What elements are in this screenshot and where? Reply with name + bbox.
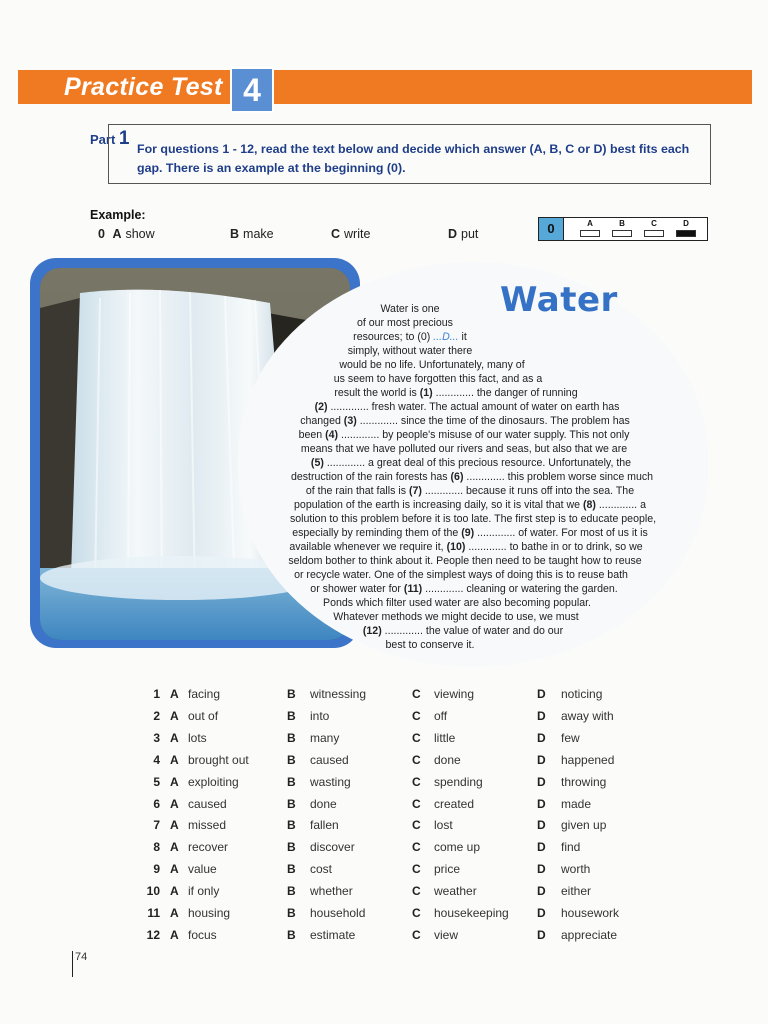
option-letter: B xyxy=(287,708,296,723)
option-text: done xyxy=(434,752,461,767)
option-letter: D xyxy=(537,906,546,920)
option-letter: A xyxy=(170,906,179,920)
option-text: if only xyxy=(188,884,220,899)
option-text: happened xyxy=(561,752,615,767)
option-text: brought out xyxy=(188,752,249,767)
option-text: viewing xyxy=(434,687,475,701)
passage-line: destruction of the rain forests has (6) ............. this problem worse since much xyxy=(290,471,654,483)
option-text: off xyxy=(434,708,448,723)
option-letter: B xyxy=(287,774,296,789)
option-letter: B xyxy=(287,906,296,920)
option-letter: A xyxy=(170,796,179,811)
option-letter: D xyxy=(537,687,546,701)
example-text: write xyxy=(344,227,371,241)
option-letter: C xyxy=(412,927,421,942)
option-letter: A xyxy=(170,927,179,942)
passage-line: of the rain that falls is (7) ............. because it runs off into the sea. The xyxy=(305,485,635,497)
question-number: 11 xyxy=(147,906,160,920)
option-text: wasting xyxy=(310,774,351,789)
option-letter: D xyxy=(537,818,546,833)
question-number: 4 xyxy=(153,752,160,767)
option-text: either xyxy=(561,884,592,899)
answer-cell-letter: C xyxy=(651,219,657,228)
passage-line: changed (3) ............. since the time of the dinosaurs. The problem has xyxy=(300,415,630,427)
passage-line: us seem to have forgotten this fact, and as a xyxy=(333,373,543,385)
gap-number: (5) xyxy=(310,457,324,469)
answer-cell-letter: D xyxy=(683,219,689,228)
question-number: 1 xyxy=(153,687,160,701)
option-text: made xyxy=(561,796,592,811)
passage-line: best to conserve it. xyxy=(385,639,475,651)
example-text: make xyxy=(243,227,274,241)
answer-cell-d xyxy=(676,219,696,237)
option-letter: A xyxy=(170,687,179,701)
option-text: household xyxy=(310,906,366,920)
passage-line: Whatever methods we might decide to use, we must xyxy=(333,611,579,623)
option-letter: B xyxy=(287,927,296,942)
passage-line: simply, without water there xyxy=(347,345,473,357)
option-letter: A xyxy=(170,708,179,723)
passage-line: means that we have polluted our rivers and seas, but also that we are xyxy=(300,443,628,455)
answer-bubble xyxy=(644,230,664,237)
passage-title: Water xyxy=(500,280,618,320)
gap-number: (8) xyxy=(582,499,596,511)
instructions-text: For questions 1 - 12, read the text below and decide which answer (A, B, C or D) best fits each gap. There is an example at the beginning (0). xyxy=(137,142,690,175)
question-number: 5 xyxy=(153,774,160,789)
gap-number: (1) xyxy=(419,387,433,399)
option-text: price xyxy=(434,862,461,877)
passage-line: result the world is (1) ............. the danger of running xyxy=(334,387,578,399)
option-text: cost xyxy=(310,862,333,877)
gap-number: (10) xyxy=(446,541,466,553)
option-text: housekeeping xyxy=(434,906,509,920)
passage-line: especially by reminding them of the (9) ............. of water. For most of us it is xyxy=(292,527,648,539)
option-text: weather xyxy=(434,884,477,899)
gap-number: (7) xyxy=(408,485,422,497)
option-letter: C xyxy=(412,818,421,833)
option-letter: B xyxy=(287,796,296,811)
example-label: Example: xyxy=(90,208,146,222)
option-text: worth xyxy=(561,862,591,877)
option-letter: C xyxy=(412,884,421,899)
option-letter: C xyxy=(412,687,421,701)
passage-line: (12) ............. the value of water and do our xyxy=(362,625,564,637)
example-option-c xyxy=(331,227,370,241)
example-option-d xyxy=(448,227,478,241)
question-number: 7 xyxy=(153,818,160,833)
passage-line: population of the earth is increasing daily, so it is vital that we (8) ............. a xyxy=(294,499,646,511)
passage-line: resources; to (0) ...D... it xyxy=(353,331,467,343)
option-letter: C xyxy=(412,708,421,723)
option-letter: C xyxy=(412,862,421,877)
passage-line: (5) ............. a great deal of this precious resource. Unfortunately, the xyxy=(310,457,632,469)
answer-cell-a xyxy=(580,219,600,237)
example-text: show xyxy=(125,227,155,241)
option-text: housing xyxy=(188,906,231,920)
answer-sheet-box xyxy=(538,217,708,241)
option-text: come up xyxy=(434,840,481,855)
passage-line: or recycle water. One of the simplest ways of doing this is to reuse bath xyxy=(294,569,628,581)
passage-line: Ponds which filter used water are also becoming popular. xyxy=(323,597,591,609)
option-letter: C xyxy=(412,752,421,767)
passage-line: Water is one xyxy=(380,303,440,315)
question-number: 3 xyxy=(153,730,160,745)
option-text: find xyxy=(561,840,581,855)
option-text: discover xyxy=(310,840,355,855)
option-letter: B xyxy=(287,752,296,767)
gap-number: (3) xyxy=(343,415,357,427)
passage-line: (2) ............. fresh water. The actual amount of water on earth has xyxy=(314,401,620,413)
option-text: into xyxy=(310,708,330,723)
option-letter: B xyxy=(287,818,296,833)
option-text: housework xyxy=(561,906,620,920)
example-letter: A xyxy=(112,227,122,241)
passage-line: seldom bother to think about it. People then need to be taught how to reuse xyxy=(288,555,642,567)
option-text: created xyxy=(434,796,475,811)
example-letter: B xyxy=(230,227,240,241)
option-text: away with xyxy=(561,708,614,723)
option-text: recover xyxy=(188,840,229,855)
option-letter: D xyxy=(537,752,546,767)
option-letter: B xyxy=(287,862,296,877)
option-text: noticing xyxy=(561,687,603,701)
passage-line: been (4) ............. by people's misuse of our water supply. This not only xyxy=(298,429,630,441)
passage-line: would be no life. Unfortunately, many of xyxy=(339,359,525,371)
gap-number: (6) xyxy=(450,471,464,483)
option-letter: C xyxy=(412,840,421,855)
option-letter: D xyxy=(537,840,546,855)
option-text: given up xyxy=(561,818,607,833)
option-text: value xyxy=(188,862,217,877)
option-text: lost xyxy=(434,818,453,833)
answer-cell-b xyxy=(612,219,632,237)
example-letter: C xyxy=(331,227,341,241)
option-text: caused xyxy=(188,796,227,811)
answer-cell-c xyxy=(644,219,664,237)
answer-sheet-number: 0 xyxy=(539,218,564,240)
option-text: throwing xyxy=(561,774,607,789)
option-text: few xyxy=(561,730,580,745)
question-number: 8 xyxy=(153,840,160,855)
passage-line: available whenever we require it, (10) ............. to bathe in or to drink, so we xyxy=(289,541,643,553)
option-text: little xyxy=(434,730,456,745)
option-letter: C xyxy=(412,906,421,920)
part-number: 1 xyxy=(118,128,130,149)
page-number: 74 xyxy=(72,951,87,977)
option-letter: C xyxy=(412,730,421,745)
option-letter: D xyxy=(537,884,546,899)
option-text: view xyxy=(434,927,459,942)
option-letter: A xyxy=(170,774,179,789)
question-number: 12 xyxy=(146,927,160,942)
option-text: lots xyxy=(188,730,207,745)
option-letter: C xyxy=(412,774,421,789)
option-text: facing xyxy=(188,687,221,701)
option-letter: D xyxy=(537,862,546,877)
gap-number: (4) xyxy=(325,429,339,441)
gap-number: (2) xyxy=(314,401,328,413)
option-text: caused xyxy=(310,752,349,767)
option-letter: B xyxy=(287,884,296,899)
option-letter: A xyxy=(170,752,179,767)
gap-number: (11) xyxy=(403,583,423,595)
option-letter: D xyxy=(537,796,546,811)
option-letter: D xyxy=(537,730,546,745)
passage-line: or shower water for (11) ............. cleaning or watering the garden. xyxy=(310,583,618,595)
part-word: Part xyxy=(90,132,116,147)
option-letter: A xyxy=(170,840,179,855)
option-letter: A xyxy=(170,818,179,833)
option-text: estimate xyxy=(310,927,356,942)
option-letter: C xyxy=(412,796,421,811)
option-text: witnessing xyxy=(310,687,367,701)
option-text: exploiting xyxy=(188,774,239,789)
test-number-badge: 4 xyxy=(230,67,274,113)
gap-number: (12) xyxy=(362,625,382,637)
option-letter: A xyxy=(170,884,179,899)
option-text: many xyxy=(310,730,340,745)
answer-bubble-marked xyxy=(676,230,696,237)
option-text: done xyxy=(310,796,337,811)
option-letter: B xyxy=(287,840,296,855)
question-number: 9 xyxy=(153,862,160,877)
option-letter: A xyxy=(170,730,179,745)
question-number: 10 xyxy=(146,884,160,899)
answer-cell-letter: A xyxy=(587,219,593,228)
passage-line: of our most precious xyxy=(357,317,453,329)
answer-bubble xyxy=(612,230,632,237)
example-number: 0 xyxy=(98,227,105,241)
option-text: fallen xyxy=(310,818,339,833)
example-answer: ...D... xyxy=(433,331,459,343)
option-letter: B xyxy=(287,730,296,745)
option-text: spending xyxy=(434,774,483,789)
answer-bubble xyxy=(580,230,600,237)
option-text: missed xyxy=(188,818,227,833)
example-option-b xyxy=(230,227,274,241)
question-number: 2 xyxy=(153,708,160,723)
answer-cell-letter: B xyxy=(619,219,625,228)
option-letter: D xyxy=(537,708,546,723)
question-number: 6 xyxy=(153,796,160,811)
page-title: Practice Test xyxy=(64,73,223,101)
example-text: put xyxy=(461,227,479,241)
option-letter: D xyxy=(537,927,546,942)
option-text: whether xyxy=(310,884,353,899)
option-text: appreciate xyxy=(561,927,618,942)
option-letter: D xyxy=(537,774,546,789)
passage-line: solution to this problem before it is too late. The first step is to educate people, xyxy=(289,513,657,525)
example-letter: D xyxy=(448,227,458,241)
option-text: focus xyxy=(188,927,217,942)
option-letter: B xyxy=(287,687,296,701)
option-letter: A xyxy=(170,862,179,877)
example-option-a xyxy=(98,227,155,241)
option-text: out of xyxy=(188,708,219,723)
gap-number: (9) xyxy=(461,527,475,539)
